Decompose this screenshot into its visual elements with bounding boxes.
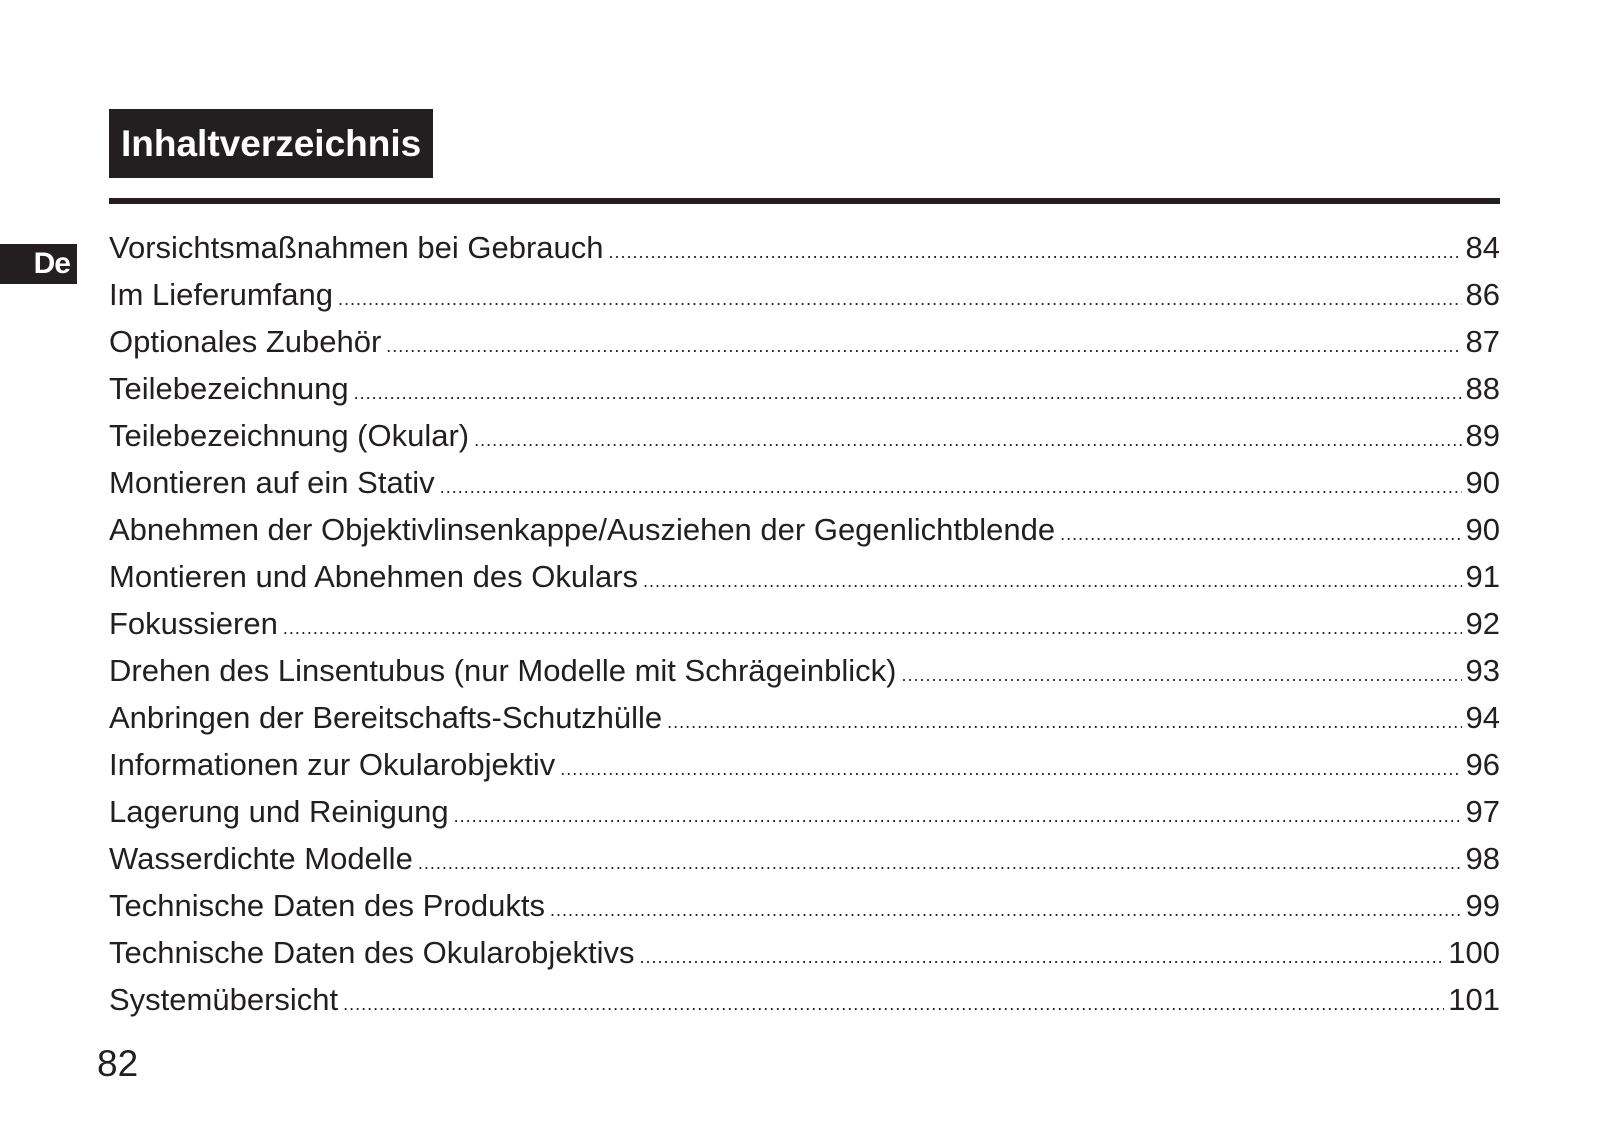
toc-entry[interactable] — [109, 929, 1500, 976]
toc-entry-title: Teilebezeichnung — [109, 371, 349, 406]
toc-entry[interactable] — [109, 741, 1500, 788]
toc-entry-page: 92 — [1465, 606, 1500, 641]
toc-entry-title: Systemübersicht — [109, 982, 339, 1017]
toc-entry-page: 91 — [1465, 559, 1500, 594]
toc-dot-leader — [338, 276, 1462, 323]
language-tab: De — [0, 244, 77, 284]
toc-entry-page: 89 — [1465, 418, 1500, 453]
toc-entry[interactable] — [109, 224, 1500, 271]
toc-dot-leader — [640, 934, 1445, 981]
toc-entry-page: 96 — [1465, 747, 1500, 782]
toc-entry[interactable] — [109, 553, 1500, 600]
toc-entry[interactable] — [109, 412, 1500, 459]
toc-entry-page: 97 — [1465, 794, 1500, 829]
page-number: 82 — [97, 1043, 139, 1084]
toc-entry-page: 90 — [1465, 512, 1500, 547]
table-of-contents — [109, 224, 1500, 1023]
toc-dot-leader — [1060, 511, 1461, 558]
toc-entry-title: Optionales Zubehör — [109, 324, 382, 359]
toc-entry-title: Lagerung und Reinigung — [109, 794, 449, 829]
toc-entry[interactable] — [109, 271, 1500, 318]
toc-entry-title: Drehen des Linsentubus (nur Modelle mit Schrägeinblick) — [109, 653, 897, 688]
toc-entry-page: 87 — [1465, 324, 1500, 359]
toc-dot-leader — [550, 887, 1462, 934]
toc-dot-leader — [609, 229, 1462, 276]
toc-dot-leader — [283, 605, 1462, 652]
toc-entry-page: 94 — [1465, 700, 1500, 735]
toc-dot-leader — [354, 370, 1462, 417]
toc-entry[interactable] — [109, 318, 1500, 365]
toc-entry-title: Im Lieferumfang — [109, 277, 333, 312]
toc-entry[interactable] — [109, 788, 1500, 835]
toc-entry-title: Teilebezeichnung (Okular) — [109, 418, 470, 453]
page-title: Inhaltverzeichnis — [109, 109, 433, 178]
toc-entry-page: 101 — [1448, 982, 1500, 1017]
toc-entry[interactable] — [109, 600, 1500, 647]
toc-entry-page: 93 — [1465, 653, 1500, 688]
toc-entry-title: Anbringen der Bereitschafts-Schutzhülle — [109, 700, 663, 735]
toc-entry-title: Technische Daten des Produkts — [109, 888, 545, 923]
toc-entry-page: 100 — [1448, 935, 1500, 970]
toc-entry-title: Montieren auf ein Stativ — [109, 465, 435, 500]
toc-entry[interactable] — [109, 694, 1500, 741]
toc-entry-title: Informationen zur Okularobjektiv — [109, 747, 556, 782]
toc-entry-page: 99 — [1465, 888, 1500, 923]
toc-entry-page: 88 — [1465, 371, 1500, 406]
toc-entry-title: Montieren und Abnehmen des Okulars — [109, 559, 639, 594]
toc-dot-leader — [440, 464, 1462, 511]
title-divider — [109, 198, 1500, 204]
toc-dot-leader — [667, 699, 1461, 746]
toc-entry-title: Wasserdichte Modelle — [109, 841, 413, 876]
toc-entry-page: 98 — [1465, 841, 1500, 876]
toc-entry-title: Technische Daten des Okularobjektivs — [109, 935, 635, 970]
toc-entry[interactable] — [109, 976, 1500, 1023]
toc-dot-leader — [901, 652, 1461, 699]
toc-entry[interactable] — [109, 882, 1500, 929]
toc-entry[interactable] — [109, 506, 1500, 553]
toc-dot-leader — [418, 840, 1462, 887]
toc-dot-leader — [643, 558, 1461, 605]
toc-entry-page: 90 — [1465, 465, 1500, 500]
toc-dot-leader — [474, 417, 1461, 464]
toc-entry-title: Vorsichtsmaßnahmen bei Gebrauch — [109, 230, 604, 265]
toc-entry[interactable] — [109, 647, 1500, 694]
toc-dot-leader — [560, 746, 1461, 793]
toc-entry[interactable] — [109, 365, 1500, 412]
toc-dot-leader — [386, 323, 1461, 370]
toc-dot-leader — [454, 793, 1462, 840]
toc-entry[interactable] — [109, 835, 1500, 882]
toc-entry-title: Fokussieren — [109, 606, 278, 641]
toc-dot-leader — [343, 981, 1444, 1028]
toc-entry-page: 86 — [1465, 277, 1500, 312]
toc-entry-title: Abnehmen der Objektivlinsenkappe/Ausziehen der Gegenlichtblende — [109, 512, 1056, 547]
toc-entry[interactable] — [109, 459, 1500, 506]
toc-entry-page: 84 — [1465, 230, 1500, 265]
